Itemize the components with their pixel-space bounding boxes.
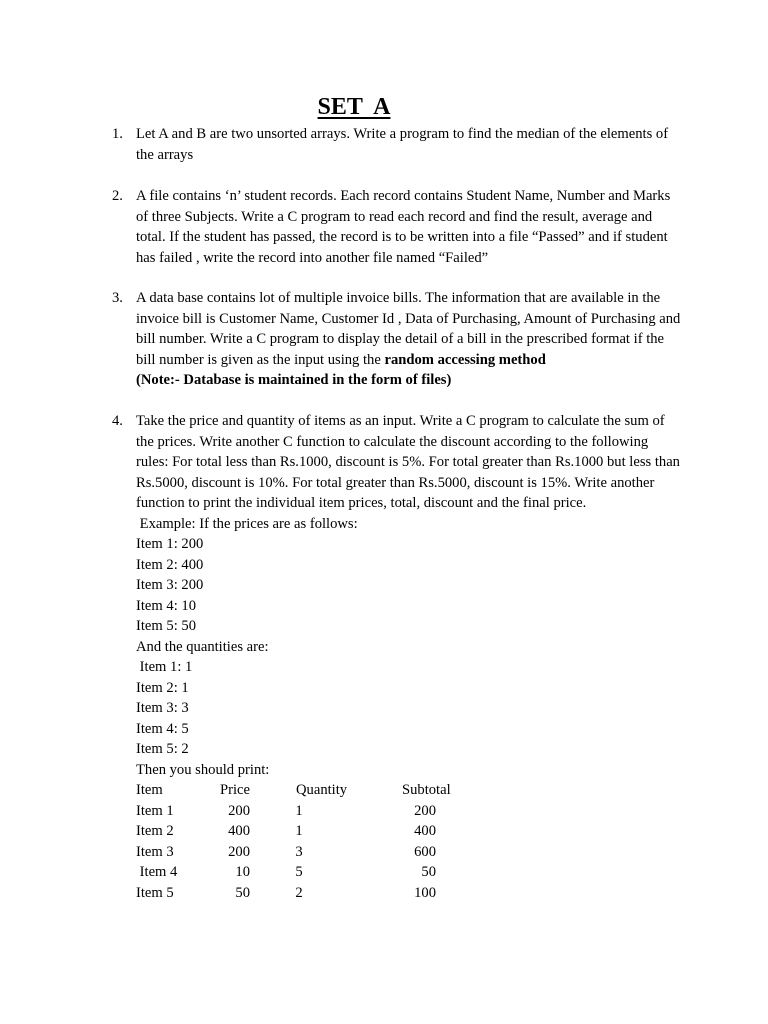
page-title: SET A xyxy=(317,94,391,120)
table-cell-quantity: 5 xyxy=(295,864,303,880)
table-cell-quantity: 1 xyxy=(295,823,303,839)
table-cell-subtotal: 100 xyxy=(414,884,436,901)
table-row xyxy=(136,862,682,883)
table-cell-subtotal: 600 xyxy=(414,843,436,860)
table-row xyxy=(136,821,682,842)
quantity-line: Item 2: 1 xyxy=(136,679,189,696)
question-text xyxy=(136,288,682,370)
table-cell-quantity: 2 xyxy=(295,884,303,901)
question-text: Take the price and quantity of items as an input. Write a C program to calculate the sum of the prices. Write another C function to calculate the discount according to the following rules: For total less than Rs.1000, discount is 5%. For total greater than Rs.1000 but less than Rs.5000, discount is 10%. For total greater than Rs.5000, discount is 15%. Write another function to print the individual item prices, total, discount and the final price. xyxy=(136,413,680,511)
quantity-line: Item 4: 5 xyxy=(136,720,189,737)
question-number: 4. xyxy=(112,413,123,429)
quantity-line: Item 5: 2 xyxy=(136,741,189,757)
table-header-price: Price xyxy=(220,782,250,798)
table-cell-quantity: 1 xyxy=(295,802,303,819)
quantity-line: Item 1: 1 xyxy=(136,659,193,675)
price-line: Item 2: 400 xyxy=(136,556,204,573)
table-cell-price: 50 xyxy=(235,884,250,901)
print-intro: Then you should print: xyxy=(136,761,270,778)
question-number: 2. xyxy=(112,188,123,204)
table-header-row xyxy=(136,780,682,801)
table-cell-item: Item 1 xyxy=(136,802,174,819)
table-cell-subtotal: 200 xyxy=(414,802,436,819)
quantities-intro: And the quantities are: xyxy=(136,638,269,655)
quantity-line: Item 3: 3 xyxy=(136,700,189,716)
question-text-plain: A data base contains lot of multiple invoice bills. The information that are available in the invoice bill is Customer Name, Customer Id , Data of Purchasing, Amount of Purchasing and bill number. Write a C program to display the detail of a bill in the prescribed format if the bill number is given as the input using the xyxy=(136,290,681,368)
price-line: Item 1: 200 xyxy=(136,536,204,552)
table-row xyxy=(136,883,682,904)
table-header-quantity: Quantity xyxy=(296,782,348,798)
table-row xyxy=(136,801,682,822)
table-cell-subtotal: 400 xyxy=(414,823,436,839)
table-cell-item: Item 3 xyxy=(136,843,174,860)
example-intro: Example: If the prices are as follows: xyxy=(136,515,358,532)
table-cell-item: Item 4 xyxy=(136,864,178,880)
table-cell-subtotal: 50 xyxy=(421,864,436,880)
table-cell-item: Item 2 xyxy=(136,823,174,839)
question-2 xyxy=(112,186,682,268)
question-number: 1. xyxy=(112,126,123,142)
table-cell-price: 200 xyxy=(228,843,250,860)
table-cell-price: 10 xyxy=(235,864,250,880)
question-note: (Note:- Database is maintained in the form of files) xyxy=(136,372,452,388)
table-row xyxy=(136,842,682,863)
table-header-subtotal: Subtotal xyxy=(402,782,451,798)
question-4 xyxy=(112,411,682,903)
question-1 xyxy=(112,124,682,165)
table-cell-price: 200 xyxy=(228,802,250,819)
table-cell-item: Item 5 xyxy=(136,884,174,901)
question-number: 3. xyxy=(112,290,123,306)
question-text: Let A and B are two unsorted arrays. Write a program to find the median of the elements of the arrays xyxy=(136,126,669,163)
question-3 xyxy=(112,288,682,391)
question-text-bold: random accessing method xyxy=(384,351,546,368)
table-cell-quantity: 3 xyxy=(295,843,303,860)
output-table xyxy=(136,780,682,903)
question-text: A file contains ‘n’ student records. Each record contains Student Name, Number and Marks of three Subjects. Write a C program to read each record and find the result, average and total. If the student has passed, the record is to be written into a file “Passed” and if student has failed , write the record into another file named “Failed” xyxy=(136,188,671,266)
table-header-item: Item xyxy=(136,782,163,798)
price-line: Item 3: 200 xyxy=(136,577,204,593)
table-cell-price: 400 xyxy=(228,823,250,839)
price-line: Item 5: 50 xyxy=(136,618,196,634)
price-line: Item 4: 10 xyxy=(136,597,196,614)
